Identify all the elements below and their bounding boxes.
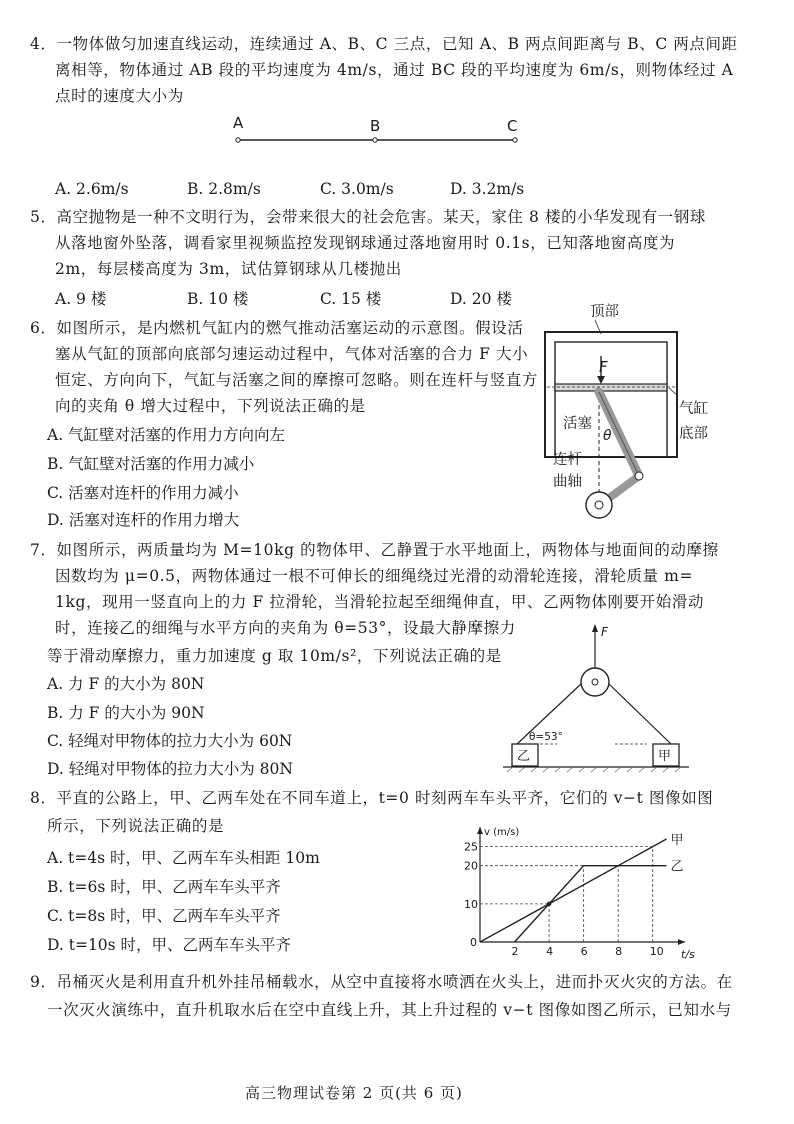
force-label: F (599, 358, 608, 376)
block-jia-label: 甲 (658, 749, 672, 764)
x-axis-arrow (678, 939, 685, 945)
theta-label: θ (603, 428, 612, 444)
q4-option-d: D. 3.2m/s (450, 180, 525, 198)
q7-option-a: A. 力 F 的大小为 80N (47, 675, 205, 693)
q6-option-b: B. 气缸壁对活塞的作用力减小 (47, 455, 255, 473)
q5-line-2: 从落地窗外坠落，调看家里视频监控发现钢球通过落地窗用时 0.1s，已知落地窗高度为 (55, 234, 676, 252)
q7-figure (495, 620, 695, 776)
q6-line-1: 6．如图所示，是内燃机气缸内的燃气推动活塞运动的示意图。假设活 (30, 319, 524, 337)
q9-line-2: 一次灭火演练中，直升机取水后在空中直线上升，其上升过程的 v−t 图像如图乙所示，已知水与 (47, 1001, 732, 1019)
q5-option-a: A. 9 楼 (55, 290, 107, 308)
series-line-1 (480, 839, 667, 942)
x-tick-label: 4 (546, 945, 554, 958)
pulley-force-label: F (601, 625, 608, 639)
q4-option-b: B. 2.8m/s (187, 180, 261, 198)
rod-label: 连杆 (553, 452, 582, 468)
y-tick-label: 0 (470, 936, 477, 949)
q6-line-4: 向的夹角 θ 增大过程中，下列说法正确的是 (55, 397, 366, 415)
y-axis-arrow (477, 827, 483, 834)
x-tick-label: 8 (615, 945, 623, 958)
page-footer: 高三物理试卷第 2 页(共 6 页) (245, 1084, 463, 1102)
q6-option-d: D. 活塞对连杆的作用力增大 (47, 511, 240, 529)
q8-option-b: B. t=6s 时，甲、乙两车车头平齐 (47, 878, 281, 896)
piston-label: 活塞 (563, 416, 592, 432)
piston (555, 384, 667, 391)
q7-option-b: B. 力 F 的大小为 90N (47, 704, 205, 722)
angle-label: θ=53° (529, 731, 563, 743)
point-a (236, 138, 240, 142)
q8-option-a: A. t=4s 时，甲、乙两车车头相距 10m (47, 849, 320, 867)
point-b (373, 138, 377, 142)
q7-option-c: C. 轻绳对甲物体的拉力大小为 60N (47, 732, 293, 750)
q5-option-c: C. 15 楼 (320, 290, 382, 308)
point-c (513, 138, 517, 142)
q6-line-3: 恒定、方向向下，气缸与活塞之间的摩擦可忽略。则在连杆与竖直方 (55, 371, 539, 389)
x-tick-label: 10 (649, 945, 664, 958)
q7-line-5: 等于滑动摩擦力，重力加速度 g 取 10m/s²，下列说法正确的是 (47, 647, 502, 665)
rope-right (609, 684, 671, 744)
q9-line-1: 9．吊桶灭火是利用直升机外挂吊桶载水，从空中直接将水喷洒在火头上，进而扑灭火灾的方法。在 (30, 973, 733, 991)
y-axis-label: v (m/s) (484, 827, 520, 838)
q5-line-3: 2m，每层楼高度为 3m，试估算钢球从几楼抛出 (55, 260, 402, 278)
series-label-1: 甲 (670, 833, 684, 848)
x-tick-label: 2 (511, 945, 519, 958)
bottom-label: 底部 (679, 426, 708, 442)
q6-figure (535, 296, 735, 526)
q6-option-a: A. 气缸壁对活塞的作用力方向向左 (47, 426, 286, 444)
crank-label: 曲轴 (553, 474, 582, 490)
q8-option-c: C. t=8s 时，甲、乙两车车头平齐 (47, 907, 281, 925)
q6-line-2: 塞从气缸的顶部向底部匀速运动过程中，气体对活塞的合力 F 大小 (55, 345, 529, 363)
intersection-point (547, 902, 551, 906)
q5-line-1: 5．高空抛物是一种不文明行为，会带来很大的社会危害。某天，家住 8 楼的小华发现有一钢球 (30, 208, 706, 226)
q4-line-3: 点时的速度大小为 (55, 87, 184, 105)
q5-option-b: B. 10 楼 (187, 290, 249, 308)
x-tick-label: 6 (580, 945, 588, 958)
q5-option-d: D. 20 楼 (450, 290, 512, 308)
q8-line-2: 所示，下列说法正确的是 (47, 817, 225, 835)
q4-line-1: 4．一物体做匀加速直线运动，连续通过 A、B、C 三点，已知 A、B 两点间距离与 B、C 两点间距 (30, 35, 738, 53)
cylinder-label: 气缸 (679, 401, 708, 417)
y-tick-label: 10 (464, 897, 478, 911)
x-axis-label: t/s (681, 948, 695, 961)
q4-option-a: A. 2.6m/s (55, 180, 129, 198)
q7-line-3: 1kg，现用一竖直向上的力 F 拉滑轮，当滑轮拉起至细绳伸直，甲、乙两物体刚要开始滑动 (55, 593, 705, 611)
top-label: 顶部 (590, 304, 619, 320)
q7-line-4: 时，连接乙的细绳与水平方向的夹角为 θ=53°，设最大静摩擦力 (55, 619, 516, 637)
label-a: A (233, 114, 244, 132)
q7-line-2: 因数均为 μ=0.5，两物体通过一根不可伸长的细绳绕过光滑的动滑轮连接，滑轮质量 m= (55, 567, 694, 585)
label-c: C (507, 117, 518, 135)
series-label-2: 乙 (670, 859, 684, 875)
q8-line-1: 8．平直的公路上，甲、乙两车处在不同车道上，t=0 时刻两车车头平齐，它们的 v−t 图像如图 (30, 789, 714, 807)
q6-option-c: C. 活塞对连杆的作用力减小 (47, 484, 239, 502)
label-b: B (370, 117, 381, 135)
q7-line-1: 7．如图所示，两质量均为 M=10kg 的物体甲、乙静置于水平地面上，两物体与地面间的动摩擦 (30, 541, 719, 559)
q8-option-d: D. t=10s 时，甲、乙两车车头平齐 (47, 936, 292, 954)
y-tick-label: 20 (464, 859, 478, 873)
q4-option-c: C. 3.0m/s (320, 180, 394, 198)
q7-option-d: D. 轻绳对甲物体的拉力大小为 80N (47, 760, 293, 778)
y-tick-label: 25 (464, 840, 478, 854)
vt-chart (455, 820, 700, 962)
block-yi-label: 乙 (517, 749, 531, 764)
q4-line-2: 离相等，物体通过 AB 段的平均速度为 4m/s，通过 BC 段的平均速度为 6m/s，则物体经过 A (55, 61, 734, 79)
q4-figure (225, 112, 525, 152)
